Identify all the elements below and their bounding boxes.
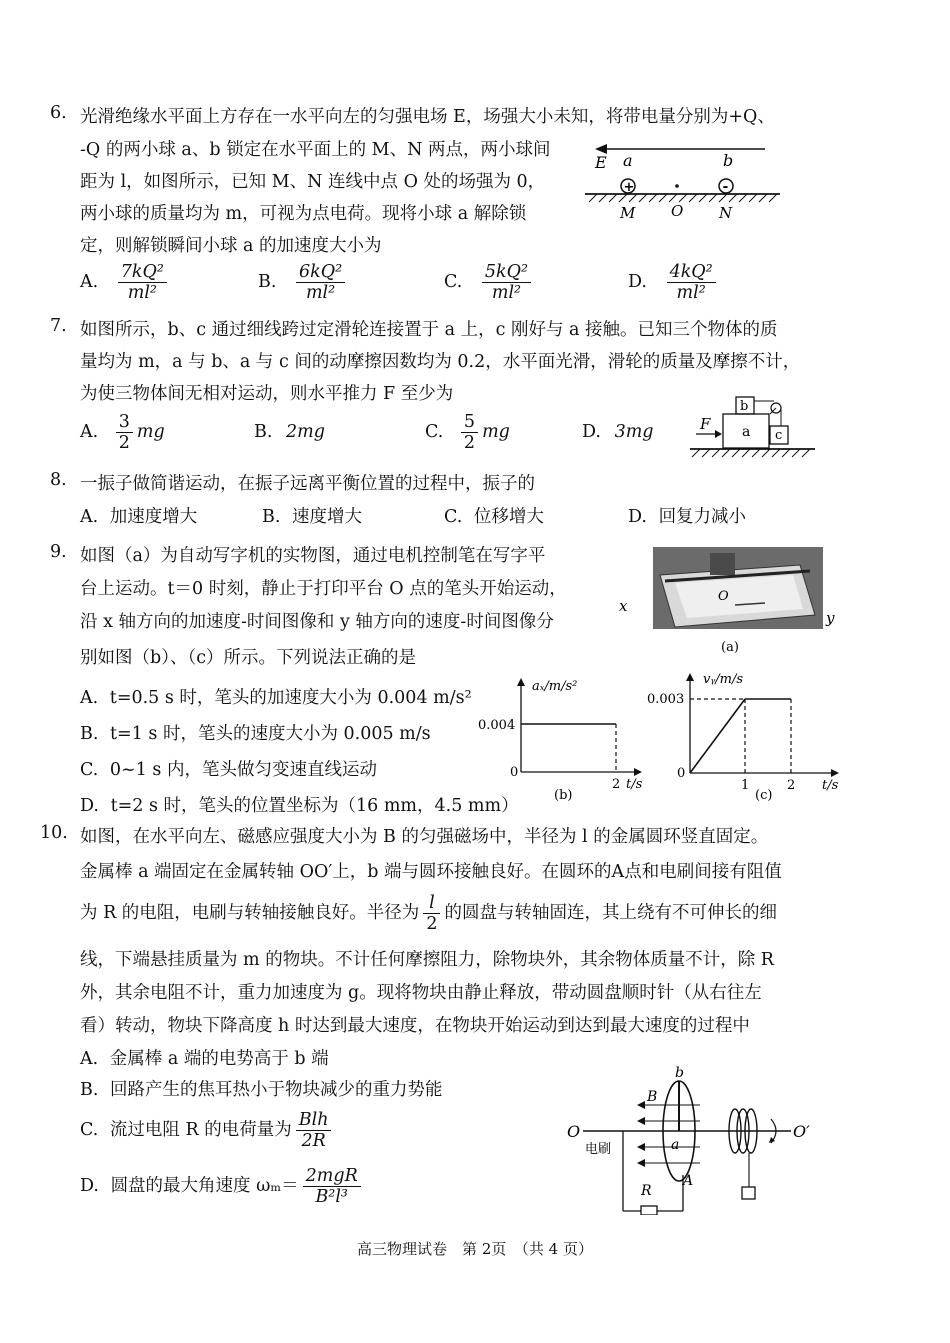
option-label: B. — [80, 724, 99, 744]
label-E: E — [595, 153, 607, 172]
line3-part1: 为 R 的电阻，电刷与转轴接触良好。半径为 — [80, 903, 420, 923]
option-text: 回复力减小 — [658, 507, 747, 527]
q9-photo-a — [615, 545, 840, 660]
label-O: O — [567, 1122, 581, 1141]
denominator: ml² — [305, 283, 336, 303]
denominator: 2 — [426, 914, 438, 934]
resistor — [641, 1206, 657, 1215]
q9-graph-b — [476, 672, 646, 804]
q7-option-c[interactable] — [425, 412, 510, 453]
option-label: C. — [444, 507, 463, 527]
denominator: B²l³ — [315, 1187, 348, 1207]
y-axis-label: vᵧ/m/s — [703, 672, 743, 687]
q7-option-b[interactable] — [254, 422, 325, 442]
option-label: B. — [254, 422, 273, 442]
denominator: 2R — [301, 1131, 326, 1151]
numerator: 4kQ² — [667, 262, 716, 283]
option-fraction — [118, 262, 167, 303]
option-text: 加速度增大 — [109, 507, 198, 527]
option-fraction — [482, 262, 531, 303]
q10-line4: 线，下端悬挂质量为 m 的物块。不计任何摩擦阻力，除物块外，其余物体质量不计，除 R — [80, 950, 774, 970]
q6-line5: 定，则解锁瞬间小球 a 的加速度大小为 — [80, 236, 382, 256]
option-text: 回路产生的焦耳热小于物块减少的重力势能 — [110, 1080, 443, 1100]
q10-line3 — [80, 893, 777, 934]
option-text: t=2 s 时，笔头的位置坐标为（16 mm，4.5 mm） — [110, 796, 519, 816]
label-F: F — [700, 415, 711, 433]
option-text: 2mg — [286, 422, 325, 442]
value-label: 0.003 — [647, 692, 685, 707]
q9-graph-c — [645, 665, 845, 805]
option-fraction — [296, 262, 345, 303]
q6-line3: 距为 l，如图所示，已知 M、N 连线中点 O 处的场强为 0， — [80, 172, 546, 192]
q10-line6: 看）转动，物块下降高度 h 时达到最大速度，在物块开始运动到达到最大速度的过程中 — [80, 1016, 750, 1036]
caption-b: (b) — [554, 788, 573, 803]
label-b: b — [723, 151, 734, 170]
label-a: a — [671, 1137, 680, 1153]
label-O-prime: O′ — [793, 1122, 810, 1141]
label-x: x — [619, 597, 628, 615]
label-M: M — [620, 204, 636, 222]
line3-fraction — [423, 893, 440, 934]
q10-line2: 金属棒 a 端固定在金属转轴 OO′上，b 端与圆环接触良好。在圆环的A点和电刷间接有阻值 — [80, 862, 782, 882]
origin-label: 0 — [510, 765, 519, 780]
denominator: 2 — [463, 433, 476, 453]
tick-1: 1 — [741, 778, 750, 793]
velocity-ramp — [690, 699, 745, 773]
label-N: N — [719, 204, 733, 222]
option-text: 0~1 s 内，笔头做匀变速直线运动 — [109, 760, 377, 780]
field-arrows — [637, 1101, 645, 1167]
label-c: c — [775, 428, 783, 443]
numerator: Blh — [296, 1110, 332, 1131]
q8-option-a[interactable] — [80, 503, 197, 528]
force-arrow-icon — [715, 430, 722, 438]
ground-hatch — [589, 194, 777, 202]
q6-option-a[interactable] — [80, 262, 171, 303]
numerator: 2mgR — [303, 1166, 361, 1187]
option-label: B. — [262, 507, 281, 527]
x-axis-arrow-icon — [831, 769, 839, 777]
label-y: y — [826, 609, 835, 627]
x-axis-label: t/s — [626, 777, 643, 792]
q8-line1: 一振子做简谐运动，在振子远离平衡位置的过程中，振子的 — [80, 474, 535, 494]
y-axis-arrow-icon — [686, 673, 694, 681]
option-fraction — [667, 262, 716, 303]
tick-2: 2 — [787, 778, 796, 793]
option-fraction — [116, 412, 133, 453]
q7-option-d[interactable] — [582, 422, 654, 442]
q9-option-c[interactable] — [80, 756, 377, 781]
option-label: D. — [628, 507, 647, 527]
midpoint-dot — [675, 184, 679, 188]
q9-line3: 沿 x 轴方向的加速度-时间图像和 y 轴方向的速度-时间图像分 — [80, 612, 554, 632]
field-lines — [643, 1105, 700, 1163]
q7-line1: 如图所示，b、c 通过细线跨过定滑轮连接置于 a 上，c 刚好与 a 接触。已知三个物体的质 — [80, 320, 778, 340]
q10-option-a[interactable] — [80, 1045, 329, 1070]
q9-option-b[interactable] — [80, 720, 431, 745]
numerator: 5kQ² — [482, 262, 531, 283]
option-label: B. — [258, 272, 277, 292]
q7-line2: 量均为 m，a 与 b、a 与 c 间的动摩擦因数均为 0.2，水平面光滑，滑轮的质量及摩擦不计， — [80, 352, 801, 372]
arrow-icon — [637, 1101, 645, 1109]
label-b: b — [675, 1065, 684, 1081]
option-tail: mg — [136, 422, 165, 442]
numerator: 6kQ² — [296, 262, 345, 283]
option-text: 位移增大 — [473, 507, 544, 527]
y-axis-arrow-icon — [517, 678, 525, 686]
q9-number: 9. — [50, 542, 67, 562]
pen-motor — [710, 553, 735, 575]
x-axis-arrow-icon — [634, 768, 642, 776]
option-text: 速度增大 — [292, 507, 363, 527]
numerator: 3 — [116, 412, 133, 433]
page-footer: 高三物理试卷 第 2页 （共 4 页） — [357, 1240, 593, 1258]
ground-hatch — [692, 449, 810, 457]
label-B: B — [647, 1089, 658, 1105]
denominator: ml² — [676, 283, 706, 303]
q8-option-b[interactable] — [262, 503, 362, 528]
q6-line2: -Q 的两小球 a、b 锁定在水平面上的 M、N 两点，两小球间 — [80, 140, 551, 160]
q10-option-b[interactable] — [80, 1076, 443, 1101]
option-fraction — [296, 1110, 332, 1151]
caption-a: (a) — [721, 640, 739, 655]
arrow-icon — [637, 1117, 645, 1125]
option-label: A. — [80, 688, 99, 708]
q6-option-b[interactable] — [258, 262, 349, 303]
option-label: A. — [80, 272, 99, 292]
numerator: 5 — [461, 412, 478, 433]
option-text: 流过电阻 R 的电荷量为 — [109, 1120, 292, 1140]
q10-line5: 外，其余电阻不计，重力加速度为 g。现将物块由静止释放，带动圆盘顺时针（从右往左 — [80, 983, 762, 1003]
label-a: a — [623, 151, 633, 170]
label-brush: 电刷 — [585, 1142, 612, 1157]
option-label: A. — [80, 422, 99, 442]
option-label: A. — [80, 507, 99, 527]
minus-sign: - — [722, 179, 729, 195]
tick-2: 2 — [612, 777, 621, 792]
q10-option-c[interactable] — [80, 1110, 335, 1151]
q9-line1: 如图（a）为自动写字机的实物图，通过电机控制笔在写字平 — [80, 546, 546, 566]
label-b: b — [740, 399, 749, 414]
q9-option-a[interactable] — [80, 684, 472, 709]
y-axis-label: aₓ/m/s² — [532, 679, 578, 694]
q7-line3: 为使三物体间无相对运动，则水平推力 F 至少为 — [80, 384, 454, 404]
q7-option-a[interactable] — [80, 412, 165, 453]
option-label: B. — [80, 1080, 99, 1100]
line3-part2: 的圆盘与转轴固连，其上绕有不可伸长的细 — [444, 903, 777, 923]
denominator: ml² — [491, 283, 522, 303]
option-text: t=0.5 s 时，笔头的加速度大小为 0.004 m/s² — [109, 688, 472, 708]
option-fraction — [461, 412, 478, 453]
label-A: A — [683, 1173, 694, 1189]
q9-line4: 别如图（b）、（c）所示。下列说法正确的是 — [80, 648, 417, 668]
denominator: ml² — [127, 283, 157, 303]
option-text: 3mg — [614, 422, 654, 442]
option-label: D. — [628, 272, 647, 292]
q10-number: 10. — [40, 823, 68, 843]
option-label: D. — [80, 796, 99, 816]
arrow-icon — [637, 1159, 645, 1167]
arrow-icon — [637, 1143, 645, 1151]
option-fraction — [303, 1166, 361, 1207]
q6-option-d[interactable] — [628, 262, 720, 303]
option-text: 圆盘的最大角速度 ωₘ＝ — [110, 1176, 299, 1196]
origin-label: 0 — [677, 766, 686, 781]
option-text: t=1 s 时，笔头的速度大小为 0.005 m/s — [110, 724, 431, 744]
q8-option-c[interactable] — [444, 503, 544, 528]
label-R: R — [641, 1183, 652, 1199]
x-axis-label: t/s — [822, 778, 839, 793]
numerator: l — [423, 893, 440, 914]
q8-number: 8. — [50, 470, 67, 490]
option-label: C. — [80, 760, 99, 780]
option-text: 金属棒 a 端的电势高于 b 端 — [109, 1049, 329, 1069]
option-label: D. — [582, 422, 601, 442]
q8-option-d[interactable] — [628, 503, 746, 528]
label-O: O — [671, 202, 684, 220]
numerator: 7kQ² — [118, 262, 167, 283]
option-label: C. — [444, 272, 463, 292]
q9-option-d[interactable] — [80, 792, 519, 817]
option-label: C. — [80, 1120, 99, 1140]
q6-number: 6. — [50, 103, 67, 123]
label-a: a — [742, 424, 751, 440]
option-label: C. — [425, 422, 444, 442]
value-label: 0.004 — [478, 718, 516, 733]
caption-c: (c) — [755, 788, 773, 803]
option-tail: mg — [482, 422, 510, 442]
q7-figure — [690, 392, 815, 464]
q7-number: 7. — [50, 316, 67, 336]
q6-figure — [585, 140, 780, 225]
hanging-block — [742, 1187, 755, 1199]
q10-figure — [565, 1065, 825, 1215]
denominator: 2 — [118, 433, 130, 453]
q6-option-c[interactable] — [444, 262, 535, 303]
q10-option-d[interactable] — [80, 1166, 365, 1207]
q6-line4: 两小球的质量均为 m，可视为点电荷。现将小球 a 解除锁 — [80, 204, 527, 224]
label-O: O — [718, 589, 729, 604]
plus-sign: + — [623, 180, 635, 195]
option-label: D. — [80, 1176, 99, 1196]
q6-line1: 光滑绝缘水平面上方存在一水平向左的匀强电场 E，场强大小未知，将带电量分别为+Q、 — [80, 107, 775, 127]
q9-line2: 台上运动。t＝0 时刻，静止于打印平台 O 点的笔头开始运动， — [80, 579, 567, 599]
q10-line1: 如图，在水平向左、磁感应强度大小为 B 的匀强磁场中，半径为 l 的金属圆环竖直固定。 — [80, 827, 769, 847]
option-label: A. — [80, 1049, 99, 1069]
